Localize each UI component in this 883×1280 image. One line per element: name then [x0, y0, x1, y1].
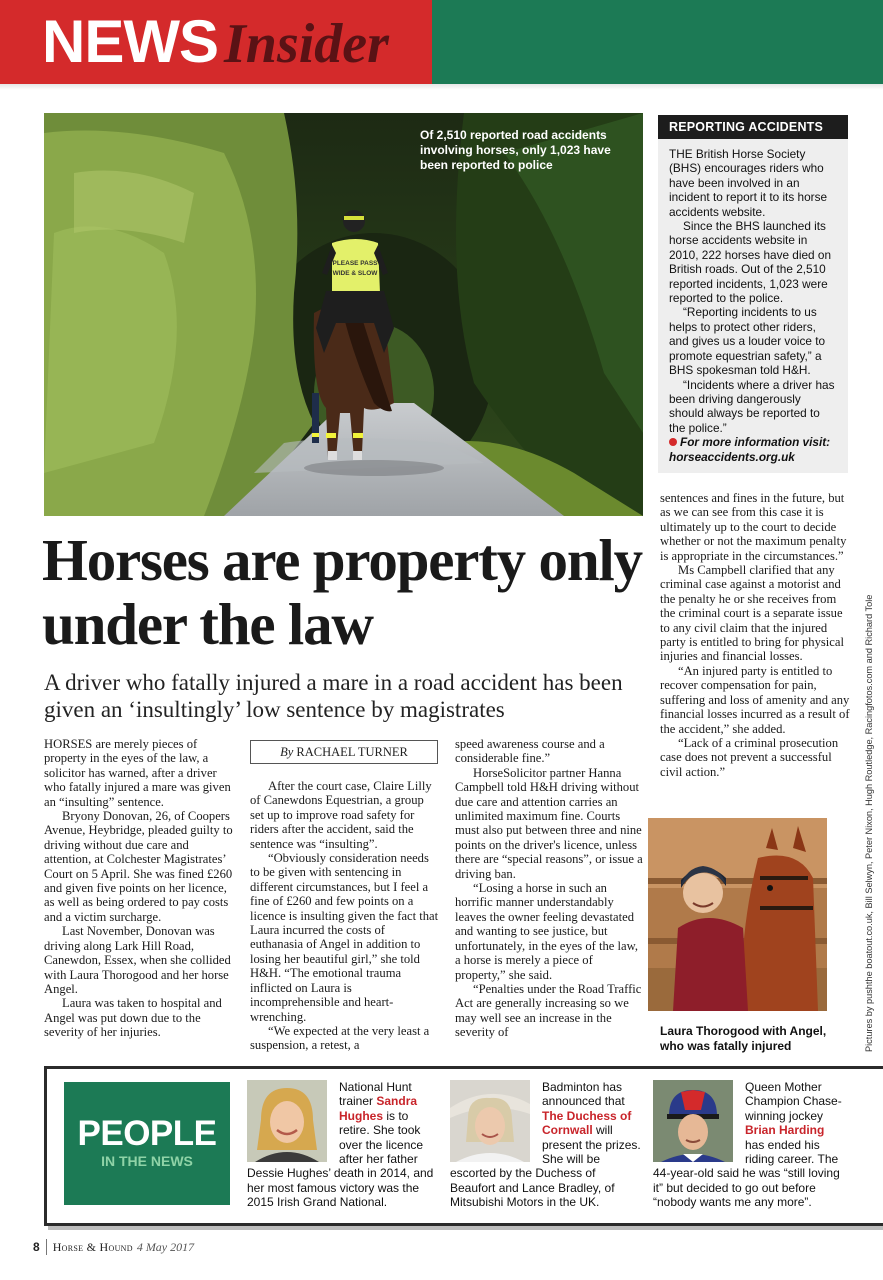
page-footer	[33, 1239, 194, 1255]
body-paragraph: sentences and fines in the future, but as we can see from this case it is ultimately up to the court to decide whether or not the maximum penalty is appropriate in the circumstances.”	[660, 491, 847, 563]
body-paragraph: Last November, Donovan was driving along Lark Hill Road, Canewdon, Essex, when she collided with Laura Thorogood and her horse Angel.	[44, 924, 231, 996]
sidebar-paragraph: THE British Horse Society (BHS) encourages riders who have been involved in an incident to report it to its horse accidents website.	[669, 147, 828, 219]
body-paragraph: HORSES are merely pieces of property in the eyes of the law, a solicitor has warned, after a driver who fatally injured a mare was given an “insulting” sentence.	[44, 737, 231, 809]
issue-date: 4 May 2017	[136, 1239, 195, 1254]
body-paragraph: Bryony Donovan, 26, of Coopers Avenue, Heybridge, pleaded guilty to driving without due care and attention, at Colchester Magistrates’ Court on 5 April. She was fined £260 and given five points on her licence, as well as being ordered to pay costs and a victim surcharge.	[44, 809, 233, 924]
sidebar-more-info	[669, 435, 838, 464]
person-text-post: is to retire. She took over the licence after her father Dessie Hughes’ death in 2014, and her most famous victory was the 2015 Irish Grand National.	[247, 1108, 434, 1210]
body-column-4	[660, 491, 850, 779]
byline-by: By	[280, 745, 294, 759]
page-number: 8	[33, 1240, 40, 1254]
masthead-green-band	[432, 0, 883, 84]
body-paragraph: “Losing a horse in such an horrific manner understandably leaves the owner feeling devastated and wanting to see justice, but unfortunately, in the eyes of the law, a horse is merely a piece of property,” she said.	[455, 881, 639, 982]
person-name: The Duchess of Cornwall	[542, 1108, 632, 1138]
people-frame-shadow	[48, 1226, 883, 1230]
duchess-of-cornwall-photo	[450, 1080, 530, 1162]
person-item-duchess-of-cornwall	[450, 1080, 642, 1210]
body-paragraph: HorseSolicitor partner Hanna Campbell told H&H driving without due care and attention carries an unlimited maximum fine. Courts must also put between three and nine points on the driver's licence, unless there are “special reasons”, or issue a driving ban.	[455, 765, 643, 881]
more-info-link[interactable]: For more information visit: horseaccidents.org.uk	[669, 435, 831, 464]
masthead-insider: Insider	[224, 13, 389, 75]
person-text-pre: Queen Mother Champion Chase-winning jockey	[745, 1080, 842, 1123]
masthead-title	[42, 6, 389, 78]
body-paragraph: speed awareness course and a considerable fine.”	[455, 737, 605, 766]
masthead-shadow	[0, 84, 883, 90]
footer-divider	[46, 1239, 47, 1255]
bullet-dot-icon	[669, 438, 677, 446]
body-column-1	[44, 737, 238, 1040]
laura-and-angel-photo	[648, 818, 827, 1011]
article-headline: Horses are property only under the law	[42, 527, 642, 657]
body-paragraph: After the court case, Claire Lilly of Canewdons Equestrian, a group set up to improve road safety for riders after the accident, said the sentence was “insulting”.	[250, 779, 432, 851]
person-text-post: has ended his riding career. The 44-year-old said he was “still loving it” but decided to go out before “nobody wants me any more”.	[653, 1137, 840, 1210]
body-paragraph: “Obviously consideration needs to be given with sentencing in different circumstances, but I feel a fine of £260 and few points on a licence is insulting given the fact that Laura incurred the costs of euthanasia of Angel in addition to losing her beautiful girl,” she told H&H. “The emotional trauma inflicted on Laura is incomprehensible and heart-wrenching.	[250, 851, 439, 1024]
person-text-pre: National Hunt trainer	[339, 1080, 412, 1109]
person-name: Brian Harding	[745, 1123, 825, 1138]
sidebar-paragraph: “Incidents where a driver has been driving dangerously should always be reported to the police.”	[669, 377, 835, 435]
people-in-the-news-logo	[64, 1082, 230, 1205]
sandra-hughes-photo	[247, 1080, 327, 1162]
body-paragraph: “We expected at the very least a suspension, a retest, a	[250, 1023, 430, 1053]
svg-text:PLEASE PASS: PLEASE PASS	[332, 260, 378, 267]
people-logo-main: PEOPLE	[77, 1114, 217, 1153]
people-logo-sub: IN THE NEWS	[101, 1153, 193, 1169]
reporting-accidents-sidebar	[658, 115, 848, 473]
body-paragraph: “Penalties under the Road Traffic Act are generally increasing so we may well see an increase in the severity of	[455, 981, 642, 1040]
lead-photo-caption: Of 2,510 reported road accidents involving horses, only 1,023 have been reported to police	[420, 128, 611, 172]
body-column-3	[455, 737, 645, 1040]
body-paragraph: “Lack of a criminal prosecution case does not prevent a successful civil action.”	[660, 735, 839, 779]
publication-name: Horse & Hound	[52, 1239, 133, 1254]
article-standfirst: A driver who fatally injured a mare in a road accident has been given an ‘insultingly’ low sentence by magistrates	[44, 670, 623, 722]
person-text-post: will present the prizes. She will be escorted by the Duchess of Beaufort and Lance Bradley, of Mitsubishi Motors in the UK.	[450, 1123, 641, 1210]
picture-credits: Pictures by pushthe boatout.co.uk, Bill Selwyn, Peter Nixon, Hugh Routledge, Racingfotos.com and Richard Tole	[864, 594, 874, 1052]
person-name: Sandra Hughes	[339, 1094, 418, 1123]
byline-author: RACHAEL TURNER	[296, 745, 408, 759]
body-column-2	[250, 779, 440, 1053]
sidebar-body	[658, 139, 848, 464]
svg-text:WIDE & SLOW: WIDE & SLOW	[332, 270, 378, 277]
sidebar-heading: REPORTING ACCIDENTS	[658, 115, 848, 139]
body-paragraph: Laura was taken to hospital and Angel was put down due to the severity of her injuries.	[44, 996, 222, 1040]
brian-harding-photo	[653, 1080, 733, 1162]
sidebar-paragraph: Since the BHS launched its horse accidents website in 2010, 222 horses have died on British roads. Out of the 2,510 reported incidents, 1,023 were reported to the police.	[669, 219, 832, 306]
body-paragraph: Ms Campbell clarified that any criminal case against a motorist and the penalty he or she receives from the criminal court is a separate issue to any civil claim that the injured party is entitled to bring for physical injuries and financial losses.	[660, 563, 844, 664]
lead-photo-rider-on-lane	[44, 113, 643, 516]
masthead-news: NEWS	[42, 8, 218, 75]
person-item-sandra-hughes	[247, 1080, 439, 1210]
person-text-pre: Badminton has announced that	[542, 1080, 625, 1109]
byline	[250, 740, 438, 764]
body-paragraph: “An injured party is entitled to recover compensation for pain, suffering and loss of amenity and any financial losses incurred as a result of the accident,” she added.	[660, 663, 850, 736]
small-photo-caption: Laura Thorogood with Angel, who was fatally injured	[660, 1024, 827, 1053]
sidebar-paragraph: “Reporting incidents to us helps to protect other riders, and gives us a louder voice to promote equestrian safety,” a BHS spokesman told H&H.	[669, 305, 826, 378]
person-item-brian-harding	[653, 1080, 845, 1210]
